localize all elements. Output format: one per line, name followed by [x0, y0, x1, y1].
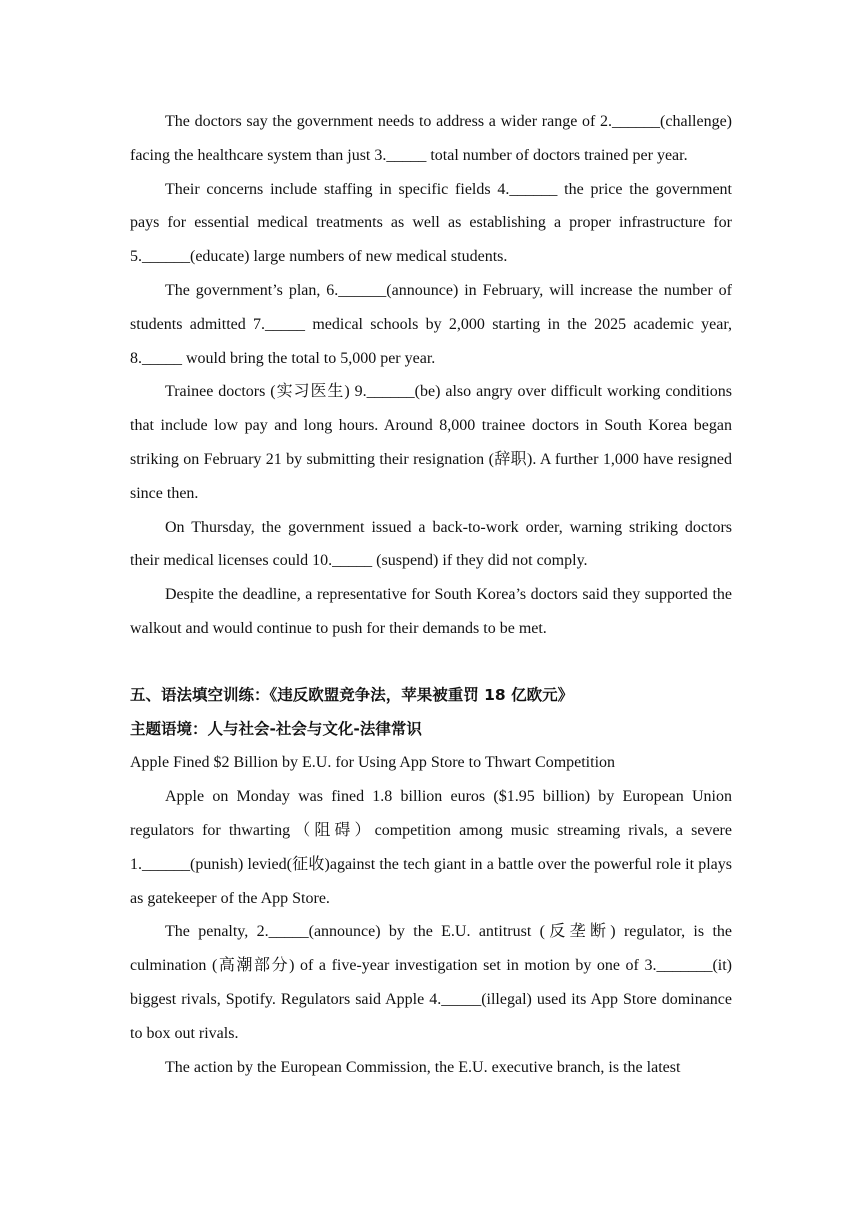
paragraph: The penalty, 2._____(announce) by the E.U. antitrust (反垄断) regulator, is the culmination (高潮部分) of a five-year investigation set in motion by one of 3._______(it) biggest rivals, Spotify. Regulators said Apple 4._____(illegal) used its App Store dominance to box out rivals.: [130, 923, 732, 1042]
paragraph: Apple on Monday was fined 1.8 billion euros ($1.95 billion) by European Union regulators for thwarting（阻碍）competition among music streaming rivals, a severe 1.______(punish) levied(征收)against the tech giant in a battle over the powerful role it plays as gatekeeper of the App Store.: [130, 788, 732, 907]
paragraph: On Thursday, the government issued a back-to-work order, warning striking doctors their medical licenses could 10._____ (suspend) if they did not comply.: [130, 518, 732, 570]
theme-context: 主题语境：人与社会-社会与文化-法律常识: [130, 719, 422, 738]
paragraph: The government’s plan, 6.______(announce) in February, will increase the number of students admitted 7._____ medical schools by 2,000 starting in the 2025 academic year, 8._____ would bring the total to 5,000 per year.: [130, 281, 732, 367]
paragraph: Trainee doctors (实习医生) 9.______(be) also angry over difficult working conditions that include low pay and long hours. Around 8,000 trainee doctors in South Korea began striking on February 21 by submitting their resignation (辞职). A further 1,000 have resigned since then.: [130, 383, 732, 502]
section-heading: 五、语法填空训练：《违反欧盟竞争法，苹果被重罚 18 亿欧元》: [130, 685, 574, 704]
paragraph: The action by the European Commission, the E.U. executive branch, is the latest: [165, 1058, 681, 1076]
document-body: [130, 105, 732, 1084]
paragraph: Despite the deadline, a representative for South Korea’s doctors said they supported the walkout and would continue to push for their demands to be met.: [130, 586, 732, 637]
paragraph: The doctors say the government needs to address a wider range of 2.______(challenge) facing the healthcare system than just 3._____ total number of doctors trained per year.: [130, 113, 732, 164]
paragraph: Their concerns include staffing in specific fields 4.______ the price the government pays for essential medical treatments as well as establishing a proper infrastructure for 5.______(educate) large numbers of new medical students.: [130, 180, 732, 266]
article-title: Apple Fined $2 Billion by E.U. for Using App Store to Thwart Competition: [130, 754, 616, 772]
section-spacer: [130, 646, 732, 679]
